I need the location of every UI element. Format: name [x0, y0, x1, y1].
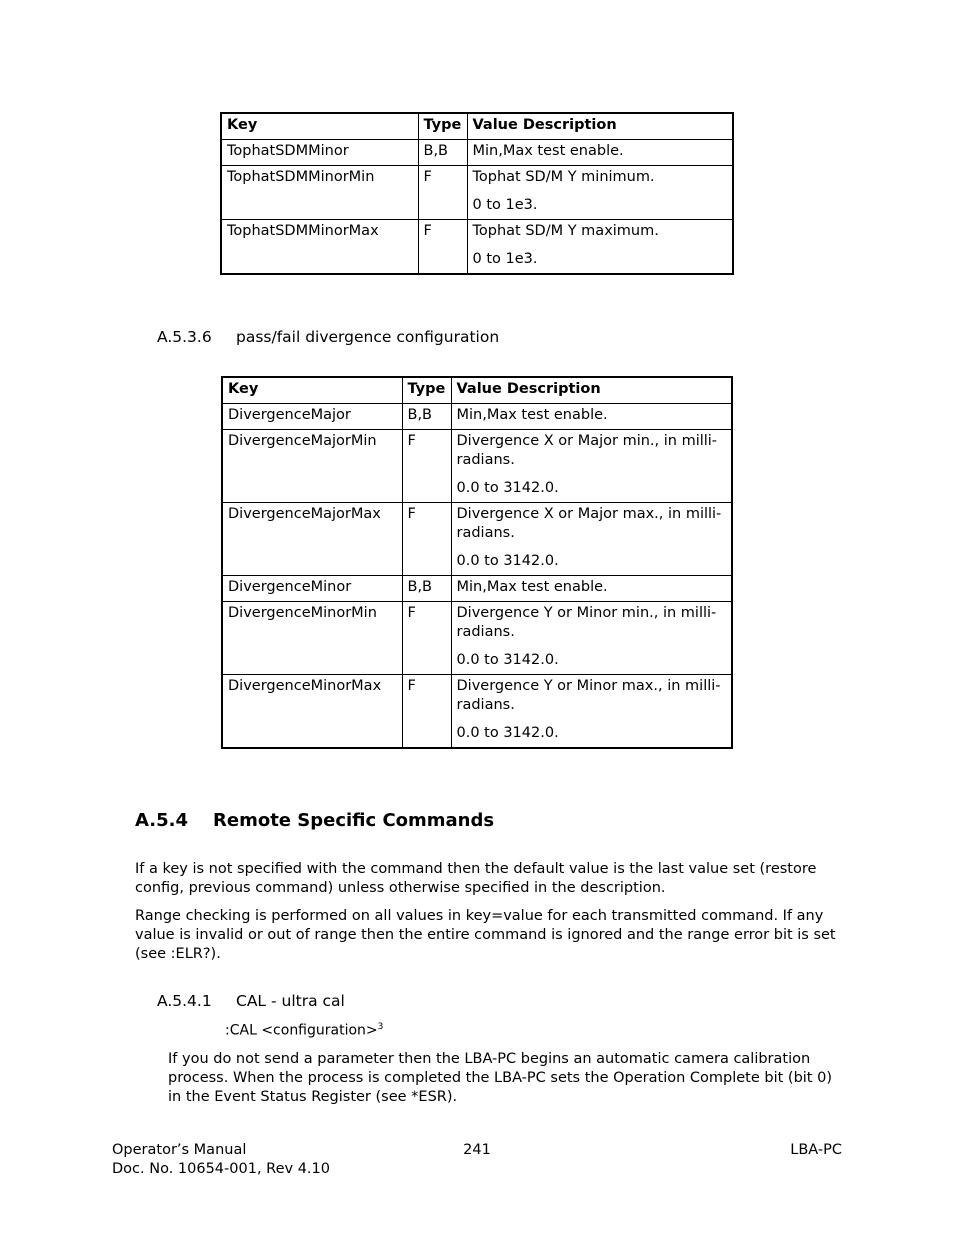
- syntax-text: :CAL <configuration>: [225, 1022, 378, 1039]
- header-type: Type: [418, 113, 467, 140]
- cell-desc: [451, 576, 732, 602]
- cell-type: F: [402, 503, 451, 576]
- desc-text: Tophat SD/M Y minimum.: [472, 169, 655, 185]
- cell-type: F: [402, 675, 451, 749]
- cell-key: DivergenceMinorMax: [222, 675, 402, 749]
- cell-type: F: [402, 430, 451, 503]
- header-key: Key: [221, 113, 418, 140]
- header-key: Key: [222, 377, 402, 404]
- subsection-title: CAL - ultra cal: [236, 992, 345, 1010]
- cell-key: TophatSDMMinor: [221, 140, 418, 166]
- cell-type: B,B: [402, 404, 451, 430]
- footer-product: LBA-PC: [790, 1142, 842, 1158]
- table-row: [222, 503, 732, 576]
- table-row: [222, 602, 732, 675]
- footer-left: [112, 1141, 442, 1179]
- desc-range: 0.0 to 3142.0.: [456, 725, 559, 741]
- subsection-title: pass/fail divergence configuration: [236, 328, 500, 346]
- header-value-description: Value Description: [451, 377, 732, 404]
- desc-text: Divergence X or Major max., in milli-radians.: [456, 506, 722, 541]
- cell-type: B,B: [402, 576, 451, 602]
- cell-key: DivergenceMinor: [222, 576, 402, 602]
- subsection-heading-a536: [157, 328, 657, 350]
- cell-key: TophatSDMMinorMax: [221, 220, 418, 275]
- cell-desc: [451, 430, 732, 503]
- cell-desc: [467, 166, 733, 220]
- desc-text: Min,Max test enable.: [472, 143, 624, 159]
- cell-key: DivergenceMajorMin: [222, 430, 402, 503]
- cell-type: B,B: [418, 140, 467, 166]
- header-value-description: Value Description: [467, 113, 733, 140]
- section-title: Remote Specific Commands: [213, 810, 495, 831]
- footer-doc-number: Doc. No. 10654-001, Rev 4.10: [112, 1161, 330, 1177]
- desc-range: 0.0 to 3142.0.: [456, 480, 559, 496]
- footer-manual: Operator’s Manual: [112, 1142, 247, 1158]
- paragraph-range-checking: Range checking is performed on all values in key=value for each transmitted command. If any value is invalid or out of range then the entire command is ignored and the range error bit is set (see :ELR?).: [135, 908, 836, 962]
- desc-text: Tophat SD/M Y maximum.: [472, 223, 659, 239]
- desc-range: 0 to 1e3.: [472, 197, 538, 213]
- footer-page-number: 241: [463, 1142, 491, 1158]
- cell-key: DivergenceMajorMax: [222, 503, 402, 576]
- cell-type: F: [418, 220, 467, 275]
- desc-range: 0 to 1e3.: [472, 251, 538, 267]
- command-syntax: [225, 1022, 383, 1039]
- desc-text: Min,Max test enable.: [456, 579, 608, 595]
- cell-key: TophatSDMMinorMin: [221, 166, 418, 220]
- cell-key: DivergenceMinorMin: [222, 602, 402, 675]
- cell-type: F: [402, 602, 451, 675]
- desc-range: 0.0 to 3142.0.: [456, 553, 559, 569]
- desc-text: Divergence X or Major min., in milli-radians.: [456, 433, 718, 468]
- table-header-row: [221, 113, 733, 140]
- desc-text: Min,Max test enable.: [456, 407, 608, 423]
- paragraph-default-values: If a key is not specified with the command then the default value is the last value set (restore config, previous command) unless otherwise specified in the description.: [135, 861, 817, 896]
- footnote-ref: 3: [377, 1022, 384, 1032]
- table-row: [222, 675, 732, 749]
- table-row: [221, 166, 733, 220]
- desc-range: 0.0 to 3142.0.: [456, 652, 559, 668]
- cell-key: DivergenceMajor: [222, 404, 402, 430]
- divergence-table: [221, 376, 733, 749]
- table-row: [221, 220, 733, 275]
- table-row: [221, 140, 733, 166]
- section-number: A.5.4: [135, 810, 188, 831]
- cell-desc: [451, 675, 732, 749]
- subsection-number: A.5.4.1: [157, 992, 212, 1010]
- table-row: [222, 404, 732, 430]
- cell-desc: [451, 602, 732, 675]
- tophat-table: [220, 112, 734, 275]
- subsection-number: A.5.3.6: [157, 328, 212, 346]
- cell-desc: [451, 503, 732, 576]
- header-type: Type: [402, 377, 451, 404]
- cell-desc: [467, 220, 733, 275]
- table-row: [222, 576, 732, 602]
- subsection-heading-a541: [157, 992, 657, 1014]
- cell-type: F: [418, 166, 467, 220]
- table-header-row: [222, 377, 732, 404]
- paragraph-calibration: If you do not send a parameter then the LBA-PC begins an automatic camera calibration process. When the process is completed the LBA-PC sets the Operation Complete bit (bit 0) in the Event Status Register (see *ESR).: [168, 1051, 832, 1105]
- desc-text: Divergence Y or Minor max., in milli-radians.: [456, 678, 721, 713]
- cell-desc: [467, 140, 733, 166]
- cell-desc: [451, 404, 732, 430]
- section-heading-a54: [135, 810, 835, 836]
- table-row: [222, 430, 732, 503]
- desc-text: Divergence Y or Minor min., in milli-radians.: [456, 605, 717, 640]
